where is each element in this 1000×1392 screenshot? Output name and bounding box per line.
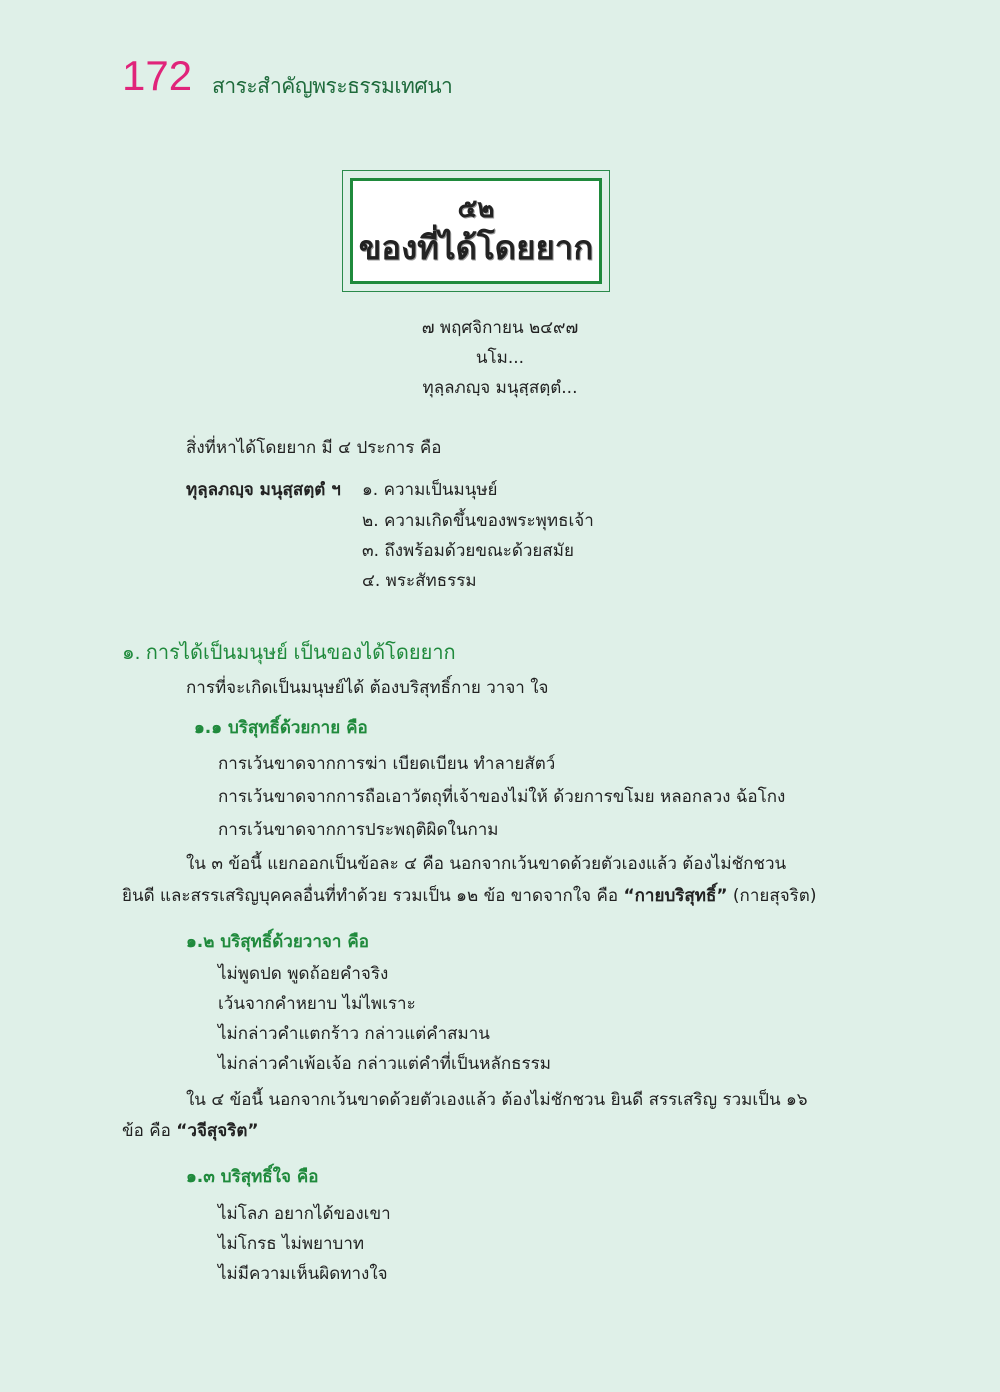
list-line: ไม่กล่าวคำเพ้อเจ้อ กล่าวแต่คำที่เป็นหลักธรรม xyxy=(218,1054,551,1074)
paragraph-line: ยินดี และสรรเสริญบุคคลอื่นที่ทำด้วย รวมเป็น ๑๒ ข้อ ขาดจากใจ คือ “กายบริสุทธิ์” (กายสุจริต) xyxy=(122,886,817,906)
summary-item: ๒. ความเกิดขึ้นของพระพุทธเจ้า xyxy=(362,511,594,531)
subsection-heading: ๑.๒ บริสุทธิ์ด้วยวาจา คือ xyxy=(186,932,369,952)
summary-pali: ทุลฺลภญฺจ มนุสฺสตฺตํ ฯ xyxy=(186,480,341,500)
sermon-date: ๗ พฤศจิกายน ๒๔๙๗ xyxy=(421,318,579,338)
term-kaya-borisut: “กายบริสุทธิ์” xyxy=(623,886,728,906)
chapter-title: ของที่ได้โดยยาก xyxy=(358,228,594,267)
list-line: การเว้นขาดจากการฆ่า เบียดเบียน ทำลายสัตว์ xyxy=(218,754,556,774)
running-title: สาระสำคัญพระธรรมเทศนา xyxy=(212,75,453,98)
section-heading: ๑. การได้เป็นมนุษย์ เป็นของได้โดยยาก xyxy=(122,642,456,664)
summary-lead: สิ่งที่หาได้โดยยาก มี ๔ ประการ คือ xyxy=(186,438,442,458)
list-line: ไม่โกรธ ไม่พยาบาท xyxy=(218,1234,365,1254)
chapter-number: ๕๒ xyxy=(457,194,495,224)
namo-line: นโม... xyxy=(475,348,525,368)
list-line: ไม่กล่าวคำแตกร้าว กล่าวแต่คำสมาน xyxy=(218,1024,490,1044)
summary-item: ๔. พระสัทธรรม xyxy=(362,571,477,591)
paragraph-line: ใน ๓ ข้อนี้ แยกออกเป็นข้อละ ๔ คือ นอกจากเว้นขาดด้วยตัวเองแล้ว ต้องไม่ชักชวน xyxy=(186,854,787,874)
paragraph-line: ใน ๔ ข้อนี้ นอกจากเว้นขาดด้วยตัวเองแล้ว ต้องไม่ชักชวน ยินดี สรรเสริญ รวมเป็น ๑๖ xyxy=(186,1090,808,1110)
list-line: ไม่มีความเห็นผิดทางใจ xyxy=(218,1264,388,1284)
subsection-heading: ๑.๓ บริสุทธิ์ใจ คือ xyxy=(186,1167,319,1187)
list-line: การเว้นขาดจากการประพฤติผิดในกาม xyxy=(218,820,499,840)
subsection-heading: ๑.๑ บริสุทธิ์ด้วยกาย คือ xyxy=(194,718,368,738)
term-wachi-sucharit: “วจีสุจริต” xyxy=(176,1121,259,1141)
list-line: ไม่พูดปด พูดถ้อยคำจริง xyxy=(218,964,389,984)
list-line: เว้นจากคำหยาบ ไม่ไพเราะ xyxy=(218,994,416,1014)
summary-item: ๑. ความเป็นมนุษย์ xyxy=(362,480,498,500)
chapter-title-box xyxy=(342,170,610,292)
list-line: การเว้นขาดจากการถือเอาวัตถุที่เจ้าของไม่ให้ ด้วยการขโมย หลอกลวง ฉ้อโกง xyxy=(218,787,786,807)
page-number: 172 xyxy=(122,52,193,99)
section-lead: การที่จะเกิดเป็นมนุษย์ได้ ต้องบริสุทธิ์กาย วาจา ใจ xyxy=(186,678,549,698)
summary-item: ๓. ถึงพร้อมด้วยขณะด้วยสมัย xyxy=(362,541,574,561)
pali-verse: ทุลฺลภญฺจ มนุสฺสตฺตํ... xyxy=(422,378,578,398)
list-line: ไม่โลภ อยากได้ของเขา xyxy=(218,1204,391,1224)
paragraph-line: ข้อ คือ “วจีสุจริต” xyxy=(122,1121,259,1141)
